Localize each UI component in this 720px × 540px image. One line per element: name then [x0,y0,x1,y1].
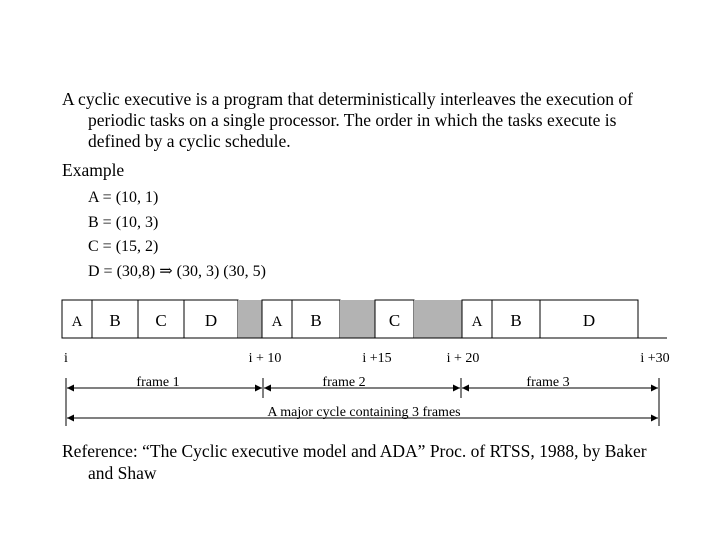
schedule-timeline [62,300,638,338]
major-cycle-label: A major cycle containing 3 frames [267,405,461,420]
task-slot-label: B [310,311,322,330]
task-c-definition: C = (15, 2) [88,238,159,255]
time-label-i-plus-10: i + 10 [248,351,282,366]
idle-slot [238,300,262,338]
task-slot-label: A [71,314,83,330]
frame-2-label: frame 2 [322,375,366,390]
time-label-i-plus-15: i +15 [362,351,392,366]
frame-3-label: frame 3 [526,375,570,390]
task-slot-label: D [204,311,218,330]
task-slot-label: A [471,314,483,330]
task-slot-label: C [388,311,401,330]
example-label: Example [62,160,125,180]
task-b-definition: B = (10, 3) [88,213,159,231]
reference-text: Reference: “The Cyclic executive model and ADA” Proc. of RTSS, 1988, by Baker and Shaw [62,441,647,483]
time-label-i-plus-30: i +30 [640,351,670,366]
idle-slot [414,300,462,338]
task-d-definition: D = (30,8) ⇒ (30, 3) (30, 5) [88,262,266,280]
time-label-i-plus-20: i + 20 [446,351,480,366]
task-slot-label: A [271,314,283,330]
idle-slot [340,300,375,338]
task-a-definition: A = (10, 1) [88,189,159,206]
reference-block [62,440,672,484]
task-slot-label: B [510,311,522,330]
task-slot-label: C [155,311,167,330]
task-slot-label: B [109,311,121,330]
frame-1-label: frame 1 [136,375,180,390]
time-label-i: i [64,351,68,366]
intro-paragraph: A cyclic executive is a program that deterministically interleaves the execution of periodic tasks on a single processor. The order in which the tasks execute is defined by a cyclic schedule. [62,89,633,151]
task-slot-label: D [582,311,596,330]
